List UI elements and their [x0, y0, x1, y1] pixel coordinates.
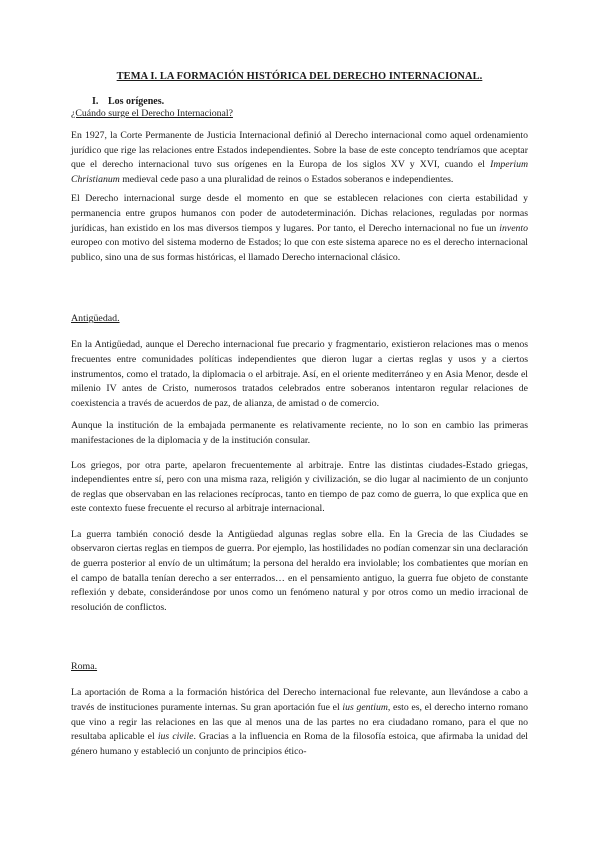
- emphasis-ius-gentium: ius gentium: [342, 702, 388, 714]
- paragraph-roma-1: La aportación de Roma a la formación histórica del Derecho internacional fue relevante, aun llevándose a cabo a través de instituciones puramente internas. Su gran aportación fue el ius gentium, esto es, el derecho interno romano que vino a regir las relaciones en las que al menos una de las partes no era ciudadano romano, para el que no resultaba aplicable el ius civile. Gracias a la influencia en Roma de la filosofía estoica, que afirmaba la unidad del género humano y estableció un conjunto de principios ético-: [71, 687, 528, 757]
- section-heading-origenes: [92, 96, 528, 108]
- emphasis-invento: invento: [499, 222, 528, 234]
- emphasis-ius-civile: ius civile: [157, 731, 194, 743]
- section-title: Los orígenes.: [108, 96, 165, 107]
- paragraph-antiguedad-4: La guerra también conoció desde la Antigüedad algunas reglas sobre ella. En la Grecia de las Ciudades se observaron ciertas reglas en tiempos de guerra. Por ejemplo, las hostilidades no podían comenzar sin una declaración de guerra posterior al envío de un ultimátum; la persona del heraldo era inviolable; los combatientes que morían en el campo de batalla tenían derecho a ser enterrados… en el pensamiento antiguo, la guerra fue objeto de constante reflexión y debate, considerándose por unos como un fenómeno natural y por otros como un medio irracional de resolución de conflictos.: [71, 528, 529, 613]
- paragraph-surge: El Derecho internacional surge desde el momento en que se establecen relaciones con cierta estabilidad y permanencia entre grupos humanos con poder de autodeterminación. Dichas relaciones, reguladas por normas jurídicas, han existido en los mas diversos tiempos y lugares. Por tanto, el Derecho internacional no fue un invento europeo con motivo del sistema moderno de Estados; lo que con este sistema aparece no es el derecho internacional publico, sino una de sus formas históricas, el llamado Derecho internacional clásico.: [71, 193, 528, 263]
- question-heading: ¿Cuándo surge el Derecho Internacional?: [71, 108, 233, 119]
- section-number: I.: [92, 96, 99, 107]
- document-title: TEMA I. LA FORMACIÓN HISTÓRICA DEL DERECHO INTERNACIONAL.: [116, 71, 483, 82]
- document-content: [71, 70, 528, 759]
- paragraph-antiguedad-3: Los griegos, por otra parte, apelaron frecuentemente al arbitraje. Entre las distintas ciudades-Estado griegas, independientes entre sí, pero con una misma raza, religión y civilización, se dio lugar al nacimiento de un conjunto de reglas que observaban en las relaciones recíprocas, tanto en tiempo de paz como de guerra, lo que explica que en este contexto fuese frecuente el recurso al arbitraje internacional.: [71, 459, 528, 515]
- paragraph-antiguedad-1: En la Antigüedad, aunque el Derecho internacional fue precario y fragmentario, existieron relaciones mas o menos frecuentes entre comunidades políticas independientes que dieron lugar a ciertas reglas y usos y a ciertos instrumentos, como el tratado, la diplomacia o el arbitraje. Así, en el oriente mediterráneo y en Asia Menor, desde el milenio IV antes de Cristo, numerosos tratados celebrados entre soberanos intentaron regular relaciones de coexistencia a través de acuerdos de paz, de alianza, de amistad o de comercio.: [71, 339, 528, 409]
- paragraph-1927: En 1927, la Corte Permanente de Justicia Internacional definió al Derecho internacional como aquel ordenamiento jurídico que rige las relaciones entre Estados independientes. Sobre la base de este concepto tendríamos que aceptar que el derecho internacional tuvo sus orígenes en la Europa de los siglos XV y XVI, cuando el Imperium Christianum medieval cede paso a una pluralidad de reinos o Estados soberanos e independientes.: [71, 130, 528, 185]
- subsection-heading-roma: Roma.: [71, 661, 98, 673]
- emphasis-imperium: Imperium Christianum: [71, 159, 528, 185]
- paragraph-antiguedad-2: Aunque la institución de la embajada permanente es relativamente reciente, no lo son en cambio las primeras manifestaciones de la diplomacia y de la institución consular.: [71, 420, 528, 446]
- subsection-heading-antiguedad: Antigüedad.: [71, 313, 120, 325]
